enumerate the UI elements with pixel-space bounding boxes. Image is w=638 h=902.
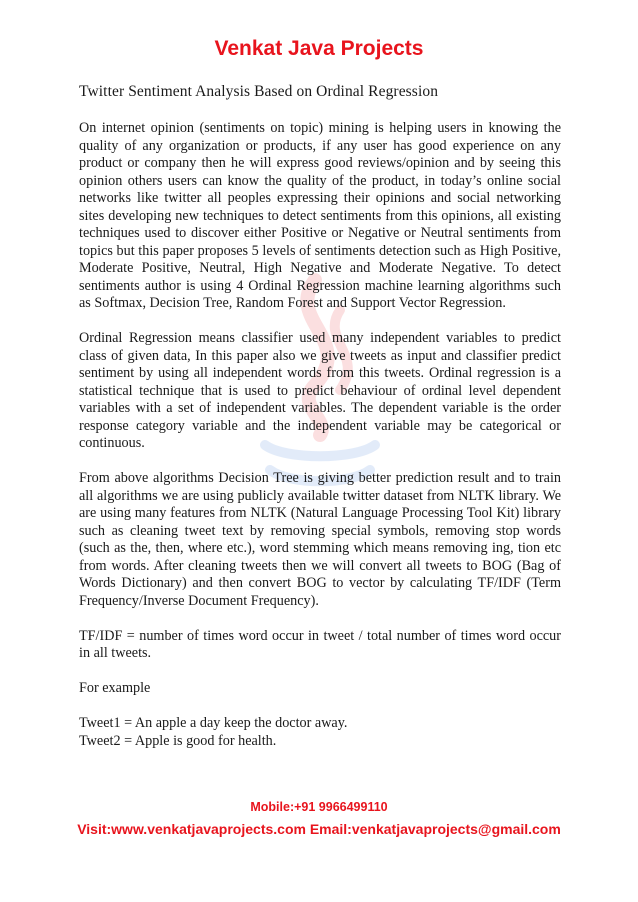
- footer-mobile: Mobile:+91 9966499110: [250, 800, 388, 814]
- paragraph: Ordinal Regression means classifier used many independent variables to predict class of given data, In this paper also we give tweets as input and classifier predict sentiment by using all independent words from this tweets. Ordinal regression is a statistical technique that is used to predict behaviour of ordinal level dependent variables with a set of independent variables. The dependent variable is the order response category variable and the independent variable may be categorical or continuous.: [79, 330, 561, 451]
- example-line: Tweet2 = Apple is good for health.: [79, 732, 277, 749]
- paragraph: On internet opinion (sentiments on topic) mining is helping users in knowing the quality of any organization or products, if any user has good experience on any product or company then he will express good reviews/opinion and by seeing this opinion others users can know the quality of the product, in today’s online social networks like twitter all peoples expressing their opinions and social networking sites developing new techniques to detect sentiments from this opinions, all existing techniques used to discover either Positive or Negative or Neutral sentiments from topics but this paper proposes 5 levels of sentiments detection such as High Positive, Moderate Positive, Neutral, High Negative and Moderate Negative. To detect sentiments author is using 4 Ordinal Regression machine learning algorithms such as Softmax, Decision Tree, Random Forest and Support Vector Regression.: [79, 120, 561, 311]
- example-line: Tweet1 = An apple a day keep the doctor away.: [79, 715, 348, 731]
- paragraph: From above algorithms Decision Tree is giving better prediction result and to train all algorithms we are using publicly available twitter dataset from NLTK library. We are using many features from NLTK (Natural Language Processing Tool Kit) library such as cleaning tweet text by removing special symbols, removing stop words (such as the, then, where etc.), word stemming which means removing ing, tion etc from words. After cleaning tweets then we will convert all tweets to BOG (Bag of Words Dictionary) and then convert BOG to vector by calculating TF/IDF (Term Frequency/Inverse Document Frequency).: [79, 470, 561, 609]
- document-body: [79, 120, 561, 750]
- document-title: Twitter Sentiment Analysis Based on Ordinal Regression: [79, 83, 439, 100]
- brand-header: Venkat Java Projects: [214, 37, 424, 60]
- footer-contact: Visit:www.venkatjavaprojects.com Email:venkatjavaprojects@gmail.com: [77, 821, 561, 837]
- paragraph: TF/IDF = number of times word occur in tweet / total number of times word occur in all tweets.: [79, 627, 561, 661]
- paragraph: For example: [79, 680, 151, 696]
